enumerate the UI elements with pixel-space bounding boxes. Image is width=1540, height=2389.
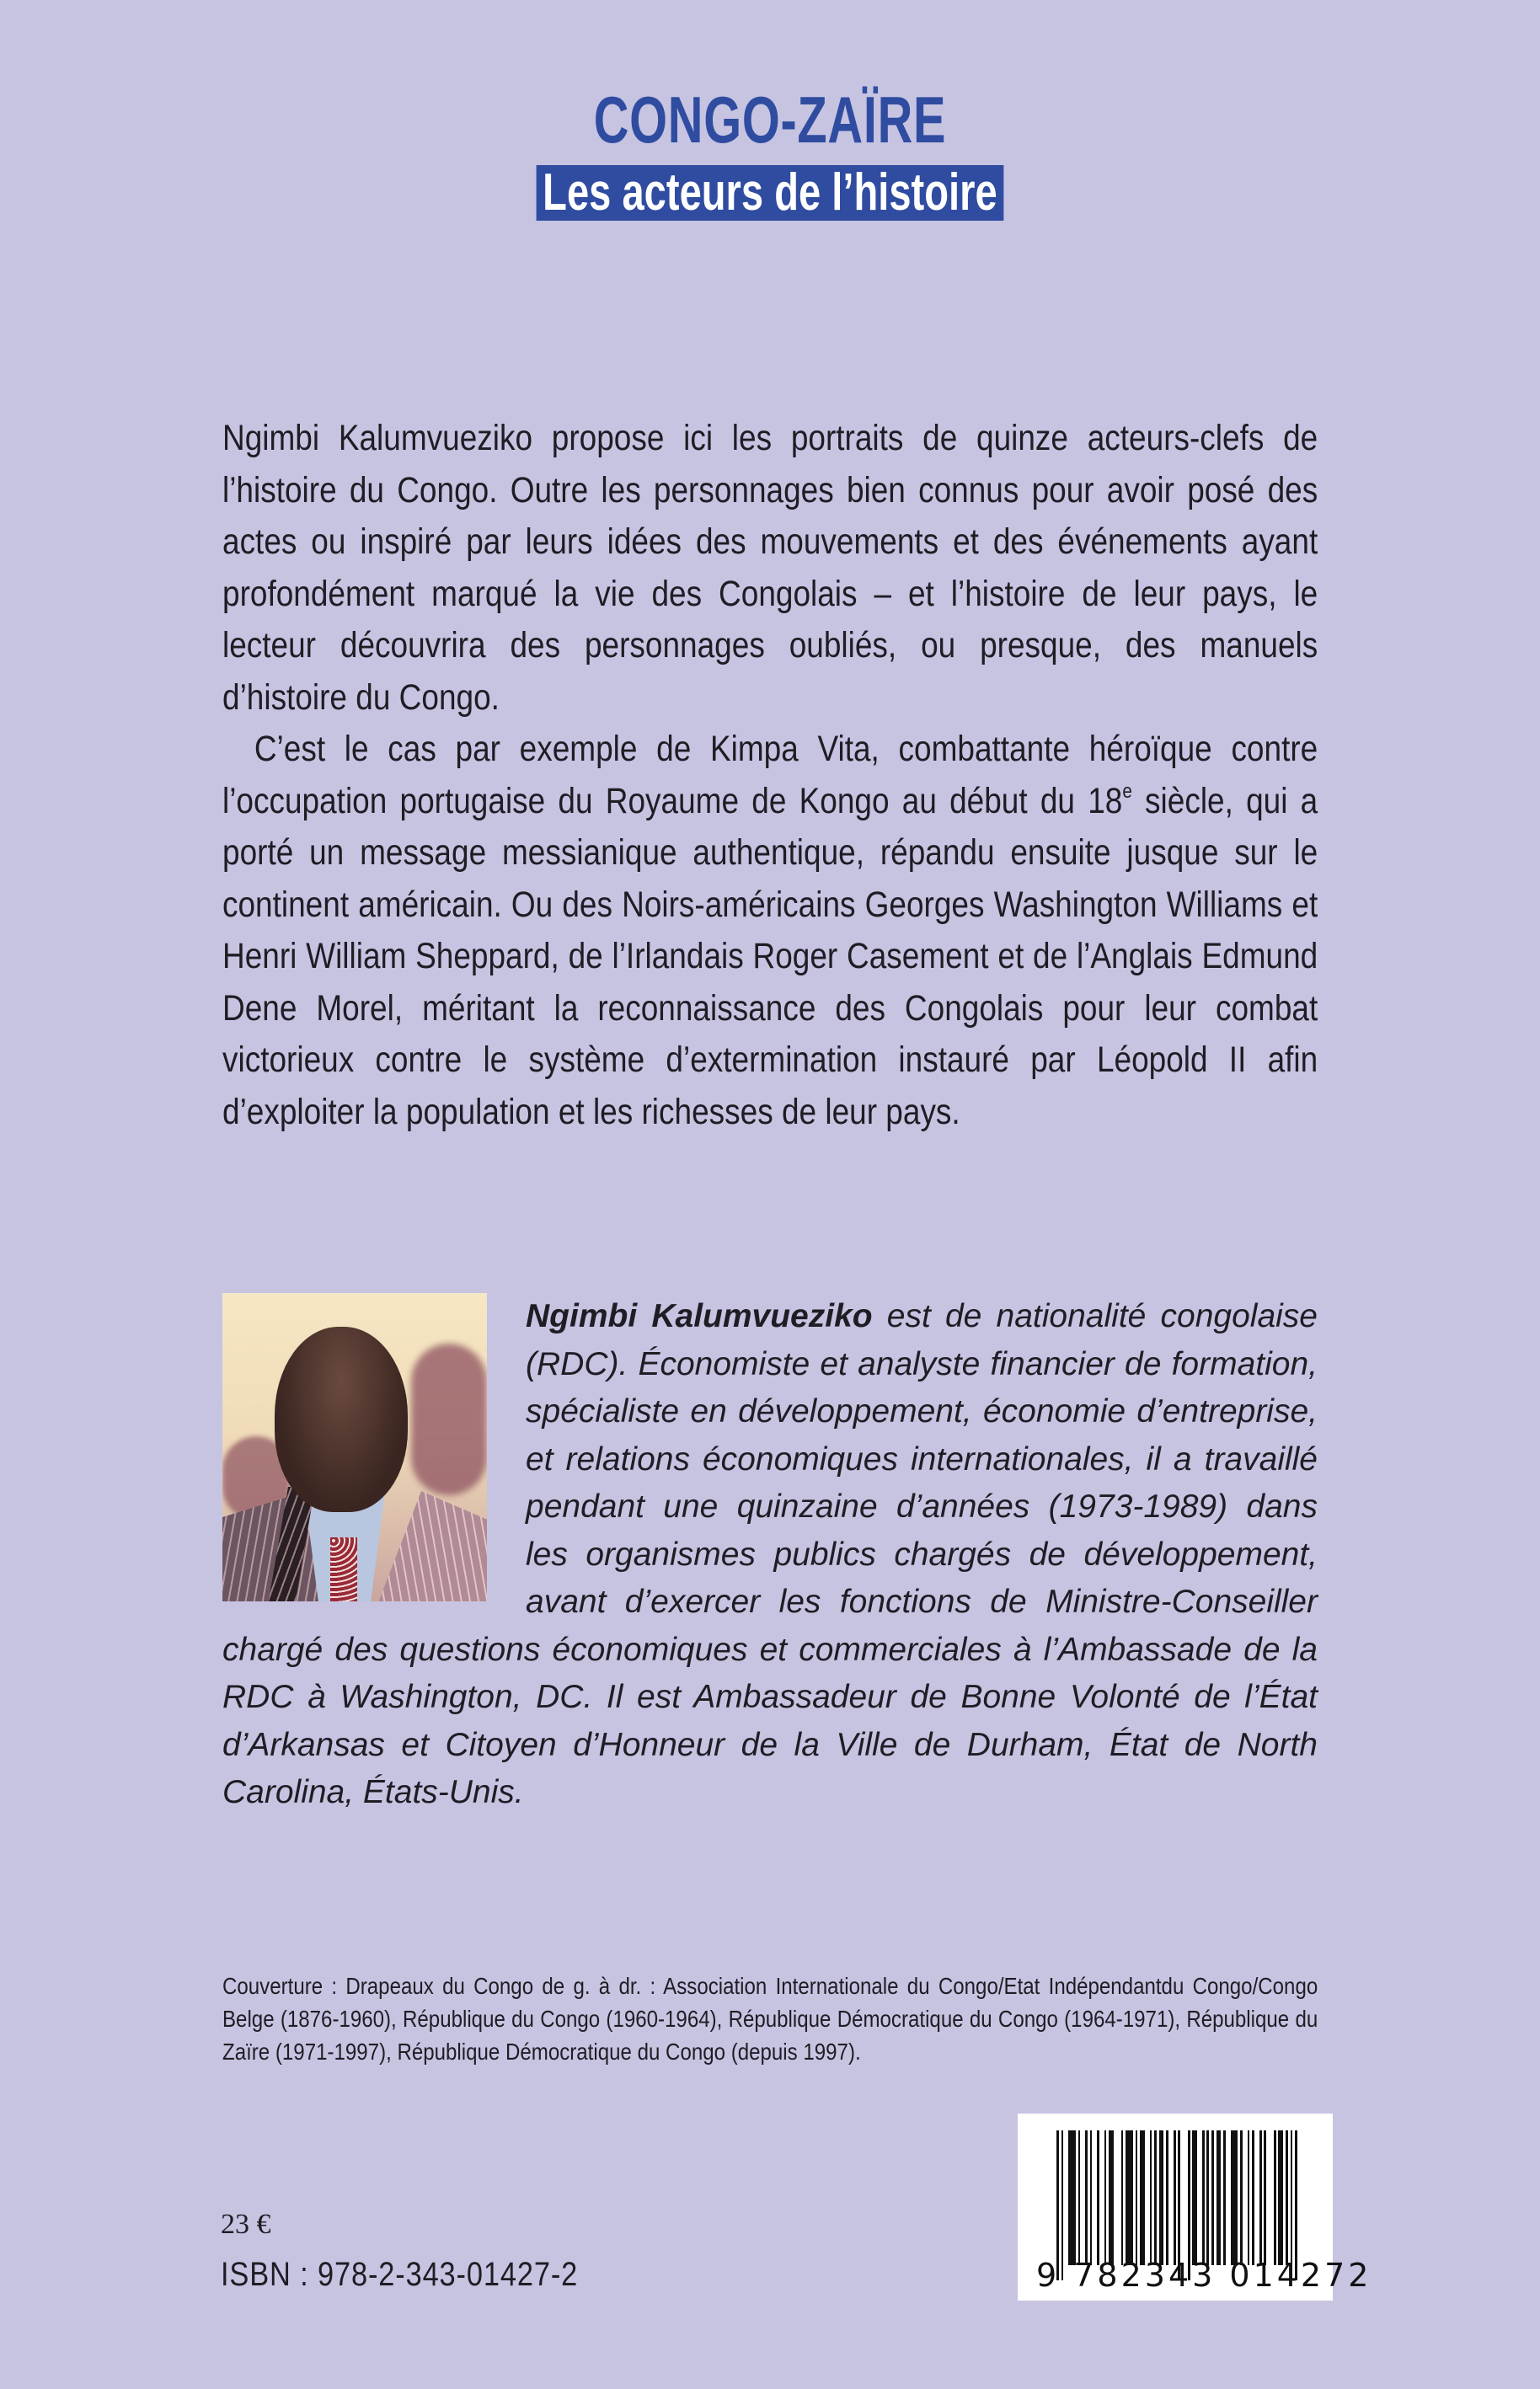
photo-background-shape bbox=[411, 1344, 487, 1495]
price: 23 € bbox=[221, 2209, 271, 2240]
photo-suit-right bbox=[377, 1491, 487, 1601]
summary-paragraph-2-part-a: C’est le cas par exemple de Kimpa Vita, combattante héroïque contre l’occupation portugaise du Royaume de Kongo au début du 18 bbox=[222, 729, 1318, 821]
summary-paragraph-2-part-b: siècle, qui a porté un message messianique authentique, répandu ensuite jusque sur le continent américain. Ou des Noirs-américains Georges Washington Williams et Henri William Sheppard, de l’Irlandais Roger Casement et de l’Anglais Edmund Dene Morel, méritant la reconnaissance des Congolais pour leur combat victorieux contre le système d’extermination instauré par Léopold II afin d’exploiter la population et les richesses de leur pays. bbox=[222, 780, 1318, 1132]
barcode-gap bbox=[1180, 2130, 1188, 2265]
photo-head bbox=[275, 1327, 408, 1512]
summary-paragraph-2 bbox=[222, 724, 1318, 1138]
barcode-bar bbox=[1126, 2130, 1133, 2265]
book-title: CONGO-ZAÏRE bbox=[593, 83, 947, 157]
title-block bbox=[0, 83, 1540, 221]
cover-caption bbox=[222, 1969, 1318, 2068]
barcode-gap bbox=[1266, 2130, 1274, 2265]
barcode-gap bbox=[1114, 2130, 1121, 2265]
cover-caption-text: Couverture : Drapeaux du Congo de g. à dr. : Association Internationale du Congo/Etat Indépendantdu Congo/Congo Belge (1876-1960), République du Congo (1960-1964), République Démocratique du Congo (1964-1971), République du Zaïre (1971-1997), République Démocratique du Congo (depuis 1997). bbox=[222, 1973, 1318, 2065]
isbn: ISBN : 978-2-343-01427-2 bbox=[221, 2256, 579, 2293]
barcode-bar bbox=[1231, 2130, 1238, 2265]
barcode-bar bbox=[1068, 2130, 1076, 2265]
summary-text bbox=[222, 413, 1318, 1138]
barcode-digits: 9 782343 014272 bbox=[1036, 2257, 1372, 2294]
author-bio-body: est de nationalité congolaise (RDC). Économiste et analyste financier de formation, spécialiste en développement, économie d’entreprise, et relations économiques internationales, il a travaillé pendant une quinzaine d’années (1973-1989) dans les organismes publics chargés de développement, avant d’exercer les fonctions de Ministre-Conseiller chargé des questions économiques et commerciales à l’Ambassade de la RDC à Washington, DC. Il est Ambassadeur de Bonne Volonté de l’État d’Arkansas et Citoyen d’Honneur de la Ville de Durham, État de North Carolina, États-Unis. bbox=[222, 1298, 1318, 1810]
summary-paragraph-1: Ngimbi Kalumvueziko propose ici les portraits de quinze acteurs-clefs de l’histoire du Congo. Outre les personnages bien connus pour avoir posé des actes ou inspiré par leurs idées des mouvements et des événements ayant profondément marqué la vie des Congolais – et l’histoire de leur pays, le lecteur découvrira des personnages oubliés, ou presque, des manuels d’histoire du Congo. bbox=[222, 418, 1318, 718]
century-superscript: e bbox=[1122, 779, 1132, 803]
barcode bbox=[1018, 2114, 1372, 2301]
book-subtitle: Les acteurs de l’histoire bbox=[537, 165, 1004, 221]
subtitle-wrapper bbox=[0, 165, 1540, 221]
author-name: Ngimbi Kalumvueziko bbox=[526, 1298, 873, 1334]
barcode-bars bbox=[1056, 2130, 1301, 2265]
author-bio bbox=[222, 1293, 1318, 1817]
barcode-gap bbox=[1297, 2130, 1300, 2265]
photo-tie bbox=[330, 1537, 357, 1601]
author-photo bbox=[222, 1293, 487, 1601]
